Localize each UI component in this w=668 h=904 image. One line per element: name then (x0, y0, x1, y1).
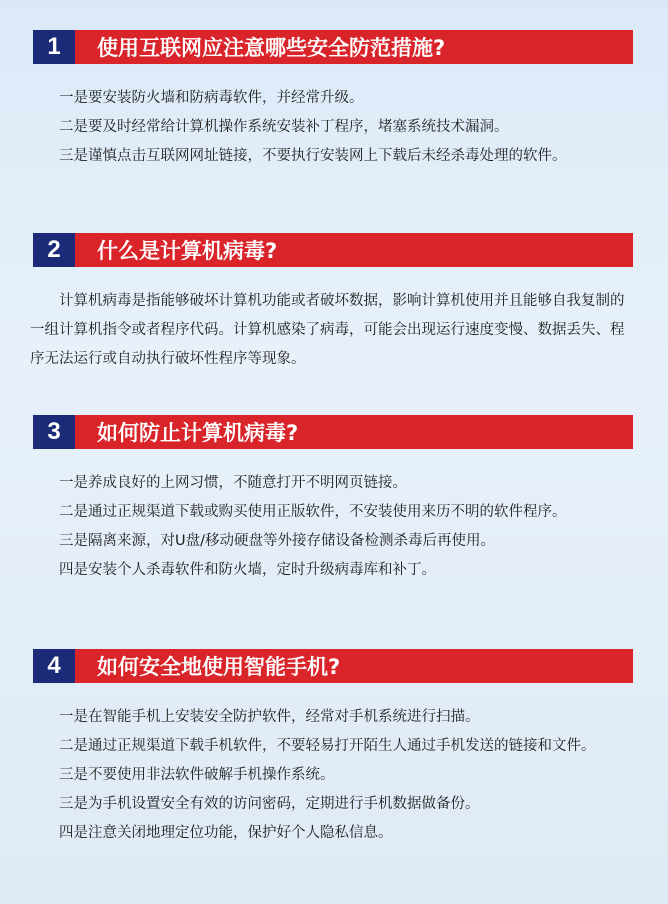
paragraph: 三是谨慎点击互联网网址链接，不要执行安装网上下载后未经杀毒处理的软件。 (59, 148, 567, 164)
paragraph: 四是安装个人杀毒软件和防火墙，定时升级病毒库和补丁。 (59, 562, 436, 578)
section-number: 3 (33, 415, 75, 449)
section-title: 使用互联网应注意哪些安全防范措施? (75, 30, 633, 64)
section-4 (0, 649, 668, 848)
paragraph: 二是要及时经常给计算机操作系统安装补丁程序，堵塞系统技术漏洞。 (59, 119, 509, 135)
section-title: 什么是计算机病毒? (75, 233, 633, 267)
paragraph: 三是隔离来源，对U盘/移动硬盘等外接存储设备检测杀毒后再使用。 (59, 533, 495, 549)
paragraph: 一是在智能手机上安装安全防护软件，经常对手机系统进行扫描。 (59, 709, 480, 725)
section-header (33, 30, 633, 64)
paragraph: 一是养成良好的上网习惯，不随意打开不明网页链接。 (59, 475, 407, 491)
section-header (33, 649, 633, 683)
section-body (30, 469, 638, 585)
section-number: 1 (33, 30, 75, 64)
section-number: 4 (33, 649, 75, 683)
paragraph: 三是为手机设置安全有效的访问密码，定期进行手机数据做备份。 (59, 796, 480, 812)
section-header (33, 233, 633, 267)
section-body (30, 703, 638, 848)
section-header (33, 415, 633, 449)
section-body (30, 287, 638, 374)
paragraph: 四是注意关闭地理定位功能，保护好个人隐私信息。 (59, 825, 393, 841)
section-3 (0, 415, 668, 585)
section-title: 如何安全地使用智能手机? (75, 649, 633, 683)
paragraph: 三是不要使用非法软件破解手机操作系统。 (59, 767, 335, 783)
section-number: 2 (33, 233, 75, 267)
paragraph: 计算机病毒是指能够破坏计算机功能或者破坏数据，影响计算机使用并且能够自我复制的一组计算机指令或者程序代码。计算机感染了病毒，可能会出现运行速度变慢、数据丢失、程序无法运行或自动执行破坏性程序等现象。 (30, 293, 625, 367)
paragraph: 二是通过正规渠道下载手机软件，不要轻易打开陌生人通过手机发送的链接和文件。 (59, 738, 596, 754)
paragraph: 二是通过正规渠道下载或购买使用正版软件，不安装使用来历不明的软件程序。 (59, 504, 567, 520)
section-body (30, 84, 638, 171)
paragraph: 一是要安装防火墙和防病毒软件，并经常升级。 (59, 90, 364, 106)
section-title: 如何防止计算机病毒? (75, 415, 633, 449)
section-2 (0, 233, 668, 374)
section-1 (0, 30, 668, 171)
